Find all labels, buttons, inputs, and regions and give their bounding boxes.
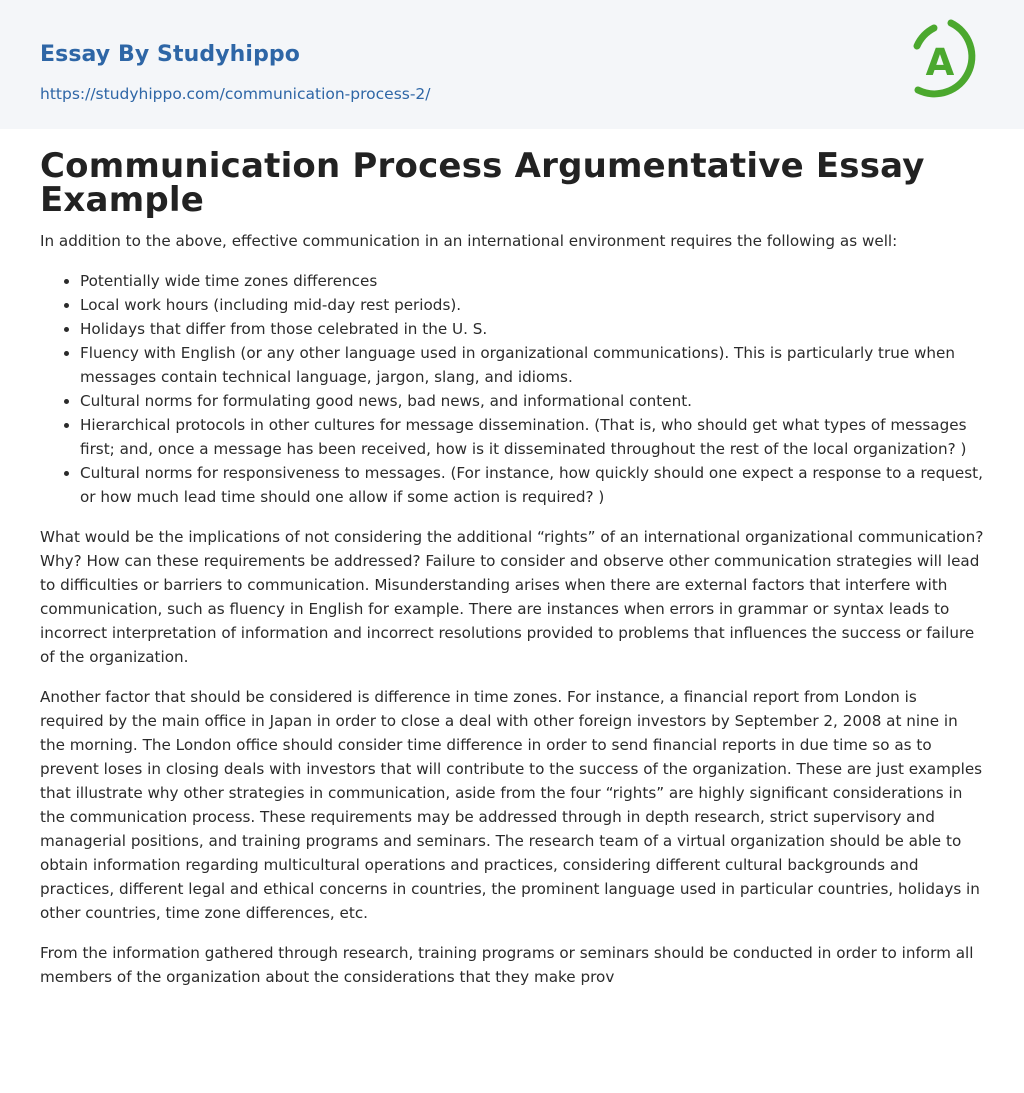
- site-brand[interactable]: Essay By Studyhippo: [40, 42, 300, 67]
- page-url-link[interactable]: https://studyhippo.com/communication-process-2/: [40, 85, 431, 103]
- list-item: • Hierarchical protocols in other cultures for message dissemination. (That is, who should get what types of messages first; and, once a message has been received, how is it disseminated throughout the rest of the local organization? ): [80, 413, 984, 461]
- list-item: • Cultural norms for responsiveness to messages. (For instance, how quickly should one expect a response to a request, or how much lead time should one allow if some action is required? ): [80, 461, 984, 509]
- list-item: • Cultural norms for formulating good news, bad news, and informational content.: [80, 389, 984, 413]
- list-item: • Fluency with English (or any other language used in organizational communications). This is particularly true when messages contain technical language, jargon, slang, and idioms.: [80, 341, 984, 389]
- list-item: • Local work hours (including mid-day rest periods).: [80, 293, 984, 317]
- article-title: Communication Process Argumentative Essay Example: [40, 146, 925, 220]
- body-paragraph: From the information gathered through research, training programs or seminars should be conducted in order to inform all members of the organization about the considerations that they make prov: [40, 944, 974, 986]
- intro-paragraph: In addition to the above, effective communication in an international environment requires the following as well:: [40, 232, 898, 250]
- list-item: • Holidays that differ from those celebrated in the U. S.: [80, 317, 984, 341]
- requirements-list: [40, 269, 984, 509]
- list-item: • Potentially wide time zones differences: [80, 269, 984, 293]
- body-paragraph: Another factor that should be considered is difference in time zones. For instance, a financial report from London is required by the main office in Japan in order to close a deal with other foreign investors by September 2, 2008 at nine in the morning. The London office should consider time difference in order to send financial reports in due time so as to prevent loses in closing deals with investors that will contribute to the success of the organization. These are just examples that illustrate why other strategies in communication, aside from the four “rights” are highly significant considerations in the communication process. These requirements may be addressed through in depth research, strict supervisory and managerial positions, and training programs and seminars. The research team of a virtual organization should be able to obtain information regarding multicultural operations and practices, considering different cultural backgrounds and practices, different legal and ethical concerns in countries, the prominent language used in particular countries, holidays in other countries, time zone differences, etc.: [40, 688, 983, 922]
- article-body: [40, 229, 984, 1005]
- logo-letter: A: [925, 41, 955, 84]
- body-paragraph: What would be the implications of not considering the additional “rights” of an international organizational communication? Why? How can these requirements be addressed? Failure to consider and observe other communication strategies will lead to difficulties or barriers to communication. Misunderstanding arises when there are external factors that interfere with communication, such as fluency in English for example. There are instances when errors in grammar or syntax leads to incorrect interpretation of information and incorrect resolutions provided to problems that influences the success or failure of the organization.: [40, 528, 984, 666]
